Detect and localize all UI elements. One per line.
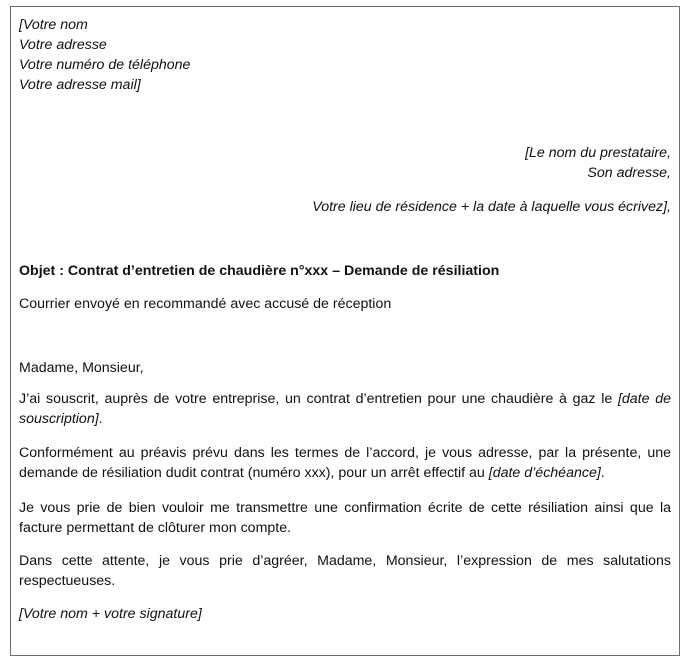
paragraph-subscription [19,389,671,429]
paragraph-end: . [600,465,605,481]
salutation: Madame, Monsieur, [19,360,144,376]
sender-name: [Votre nom [19,17,88,33]
paragraph-end: . [98,411,103,427]
letter-page [10,6,680,656]
place-date-line: Votre lieu de résidence + la date à laquelle vous écrivez], [312,199,671,215]
subscription-date-placeholder: [date de souscription] [19,391,671,427]
paragraph-text: J’ai souscrit, auprès de votre entreprise, un contrat d’entretien pour une chaudière à gaz le [19,391,618,407]
paragraph-termination [19,443,671,483]
subject-line: Objet : Contrat d’entretien de chaudière n°xxx – Demande de résiliation [19,263,500,279]
paragraph-text: Conformément au préavis prévu dans les termes de l’accord, je vous adresse, par la présente, une demande de résiliation dudit contrat (numéro xxx), pour un arrêt effectif au [19,445,671,481]
sender-email: Votre adresse mail] [19,77,141,93]
recipient-block [525,143,671,183]
paragraph-confirmation: Je vous prie de bien vouloir me transmettre une confirmation écrite de cette résiliation ainsi que la facture permettant de clôturer mon compte. [19,500,671,536]
recipient-name: [Le nom du prestataire, [525,145,671,161]
sender-phone: Votre numéro de téléphone [19,57,191,73]
signature-placeholder: [Votre nom + votre signature] [19,606,202,622]
recipient-address: Son adresse, [587,165,671,181]
sender-block [19,15,190,95]
paragraph-closing: Dans cette attente, je vous prie d’agréer, Madame, Monsieur, l’expression de mes salutations respectueuses. [19,553,671,589]
end-date-placeholder: [date d’échéance] [488,465,601,481]
sender-address: Votre adresse [19,37,107,53]
delivery-mode: Courrier envoyé en recommandé avec accusé de réception [19,296,392,312]
